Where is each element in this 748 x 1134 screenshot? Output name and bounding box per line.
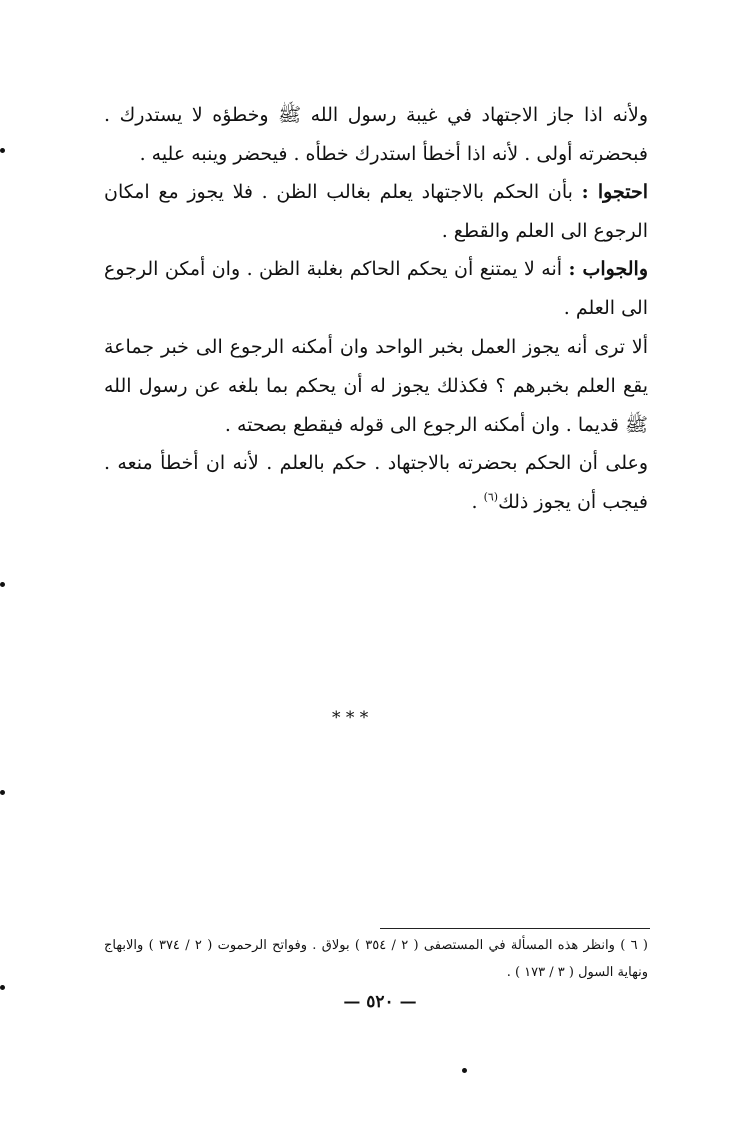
paragraph-1-text: ولأنه اذا جاز الاجتهاد في غيبة رسول الله ﷺ وخطؤه لا يستدرك . فبحضرته أولى . لأنه اذا أخطأ استدرك خطأه . فيحضر وينبه عليه . xyxy=(104,104,648,165)
section-separator: * * * xyxy=(332,708,369,728)
page-number: — ٥٢٠ — xyxy=(343,992,417,1012)
paragraph-3-text: أنه لا يمتنع أن يحكم الحاكم بغلبة الظن . وان أمكن الرجوع الى العلم . xyxy=(104,258,648,319)
paragraph-2-text: بأن الحكم بالاجتهاد يعلم بغالب الظن . فلا يجوز مع امكان الرجوع الى العلم والقطع . xyxy=(104,181,648,242)
paragraph-3-lead: والجواب : xyxy=(568,258,648,280)
paragraph-5-end: . xyxy=(471,491,484,513)
paragraph-1 xyxy=(104,96,648,174)
scan-mark xyxy=(462,1068,467,1073)
paragraph-4-text: ألا ترى أنه يجوز العمل بخبر الواحد وان أمكنه الرجوع الى خبر جماعة يقع العلم بخبرهم ؟ فكذلك يجوز له أن يحكم بما بلغه عن رسول الله ﷺ قديما . وان أمكنه الرجوع الى قوله فيقطع بصحته . xyxy=(104,336,648,436)
paragraph-5 xyxy=(104,444,648,522)
paragraph-2 xyxy=(104,173,648,251)
footnote-reference: (٦) xyxy=(483,490,499,504)
footnote-rule xyxy=(380,928,650,929)
scan-mark xyxy=(0,148,5,153)
paragraph-2-lead: احتجوا : xyxy=(581,181,648,203)
paragraph-5-text: وعلى أن الحكم بحضرته بالاجتهاد . حكم بالعلم . لأنه ان أخطأ منعه . فيجب أن يجوز ذلك xyxy=(104,452,648,513)
footnote: ( ٦ ) وانظر هذه المسألة في المستصفى ( ٢ / ٣٥٤ ) بولاق . وفواتح الرحموت ( ٢ / ٣٧٤ ) والابهاج ونهاية السول ( ٣ / ١٧٣ ) . xyxy=(104,938,648,980)
paragraph-3 xyxy=(104,250,648,328)
scan-mark xyxy=(0,582,5,587)
paragraph-4 xyxy=(104,328,648,445)
scan-mark xyxy=(0,985,5,990)
scan-mark xyxy=(0,790,5,795)
